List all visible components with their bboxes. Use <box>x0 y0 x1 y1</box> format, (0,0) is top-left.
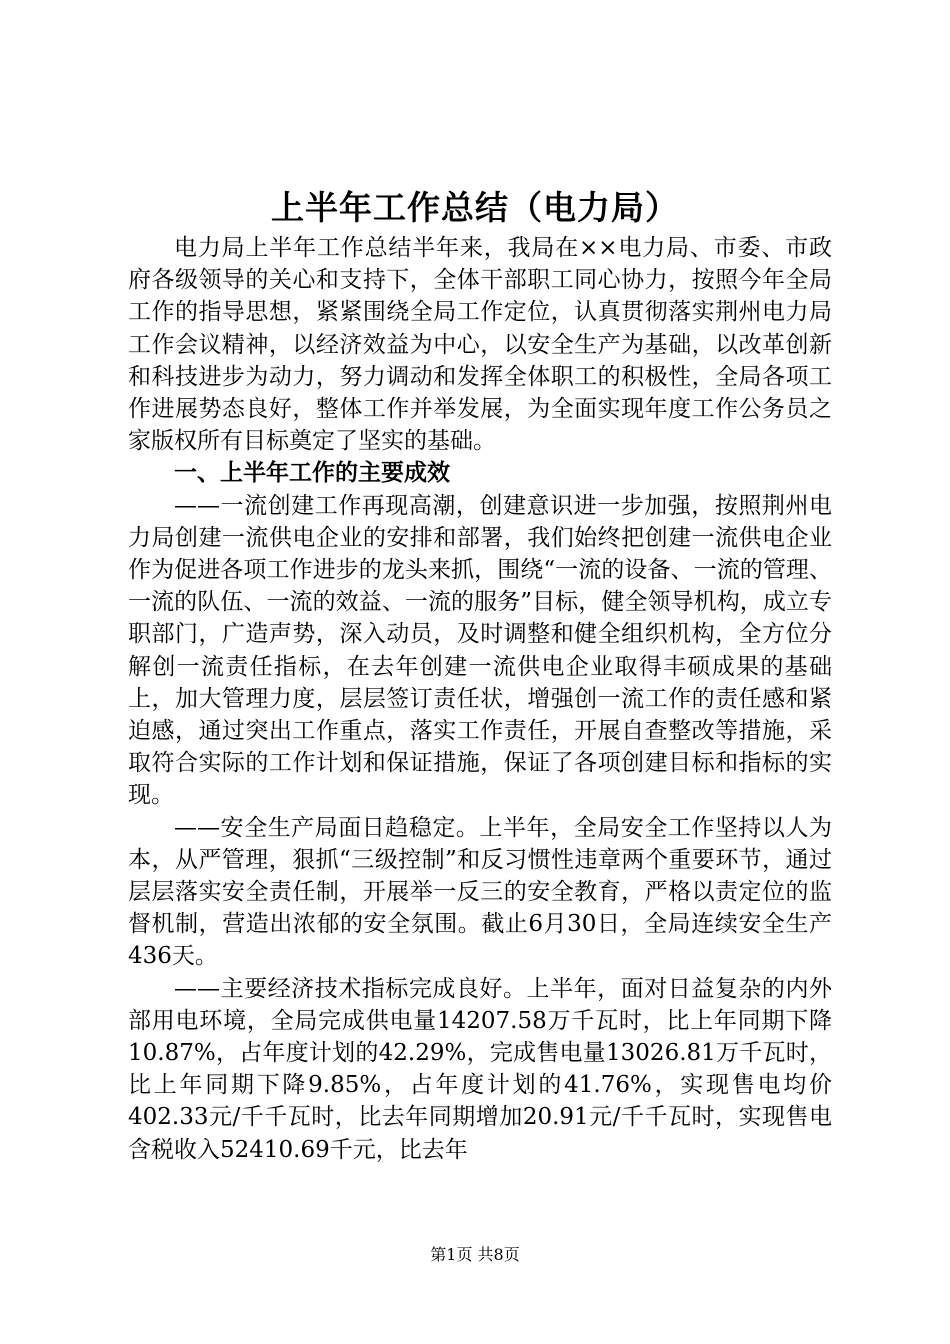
section-heading: 一、上半年工作的主要成效 <box>174 459 450 487</box>
document-title: 上半年工作总结（电力局） <box>271 188 679 227</box>
intro-paragraph: 电力局上半年工作总结半年来，我局在××电力局、市委、市政府各级领导的关心和支持下，全体干部职工同心协力，按照今年全局工作的指导思想，紧紧围绕全局工作定位，认真贯彻落实荆州电力局工作会议精神，以经济效益为中心，以安全生产为基础，以改革创新和科技进步为动力，努力调动和发挥全体职工的积极性，全局各项工作进展势态良好，整体工作并举发展，为全面实现年度工作公务员之家版权所有目标奠定了坚实的基础。 <box>128 235 832 455</box>
achievement-paragraph-safety: ——安全生产局面日趋稳定。上半年，全局安全工作坚持以人为本，从严管理，狠抓“三级控制”和反习惯性违章两个重要环节，通过层层落实安全责任制，开展举一反三的安全教育，严格以责定位的监督机制，营造出浓郁的安全氛围。截止6月30日，全局连续安全生产436天。 <box>128 814 832 970</box>
achievement-paragraph-indicators: ——主要经济技术指标完成良好。上半年，面对日益复杂的内外部用电环境，全局完成供电量14207.58万千瓦时，比上年同期下降10.87%，占年度计划的42.29%，完成售电量13026.81万千瓦时，比上年同期下降9.85%，占年度计划的41.76%，实现售电均价402.33元/千千瓦时，比去年同期增加20.91元/千千瓦时，实现售电含税收入52410.69千元，比去年 <box>128 975 832 1163</box>
page-footer: 第1页 共8页 <box>430 1245 520 1264</box>
achievement-paragraph-first-class: ——一流创建工作再现高潮，创建意识进一步加强，按照荆州电力局创建一流供电企业的安排和部署，我们始终把创建一流供电企业作为促进各项工作进步的龙头来抓，围绕“一流的设备、一流的管理、一流的队伍、一流的效益、一流的服务”目标，健全领导机构，成立专职部门，广造声势，深入动员，及时调整和健全组织机构，全方位分解创一流责任指标，在去年创建一流供电企业取得丰硕成果的基础上，加大管理力度，层层签订责任状，增强创一流工作的责任感和紧迫感，通过突出工作重点，落实工作责任，开展自查整改等措施，采取符合实际的工作计划和保证措施，保证了各项创建目标和指标的实现。 <box>128 492 832 809</box>
document-body <box>128 232 832 1166</box>
